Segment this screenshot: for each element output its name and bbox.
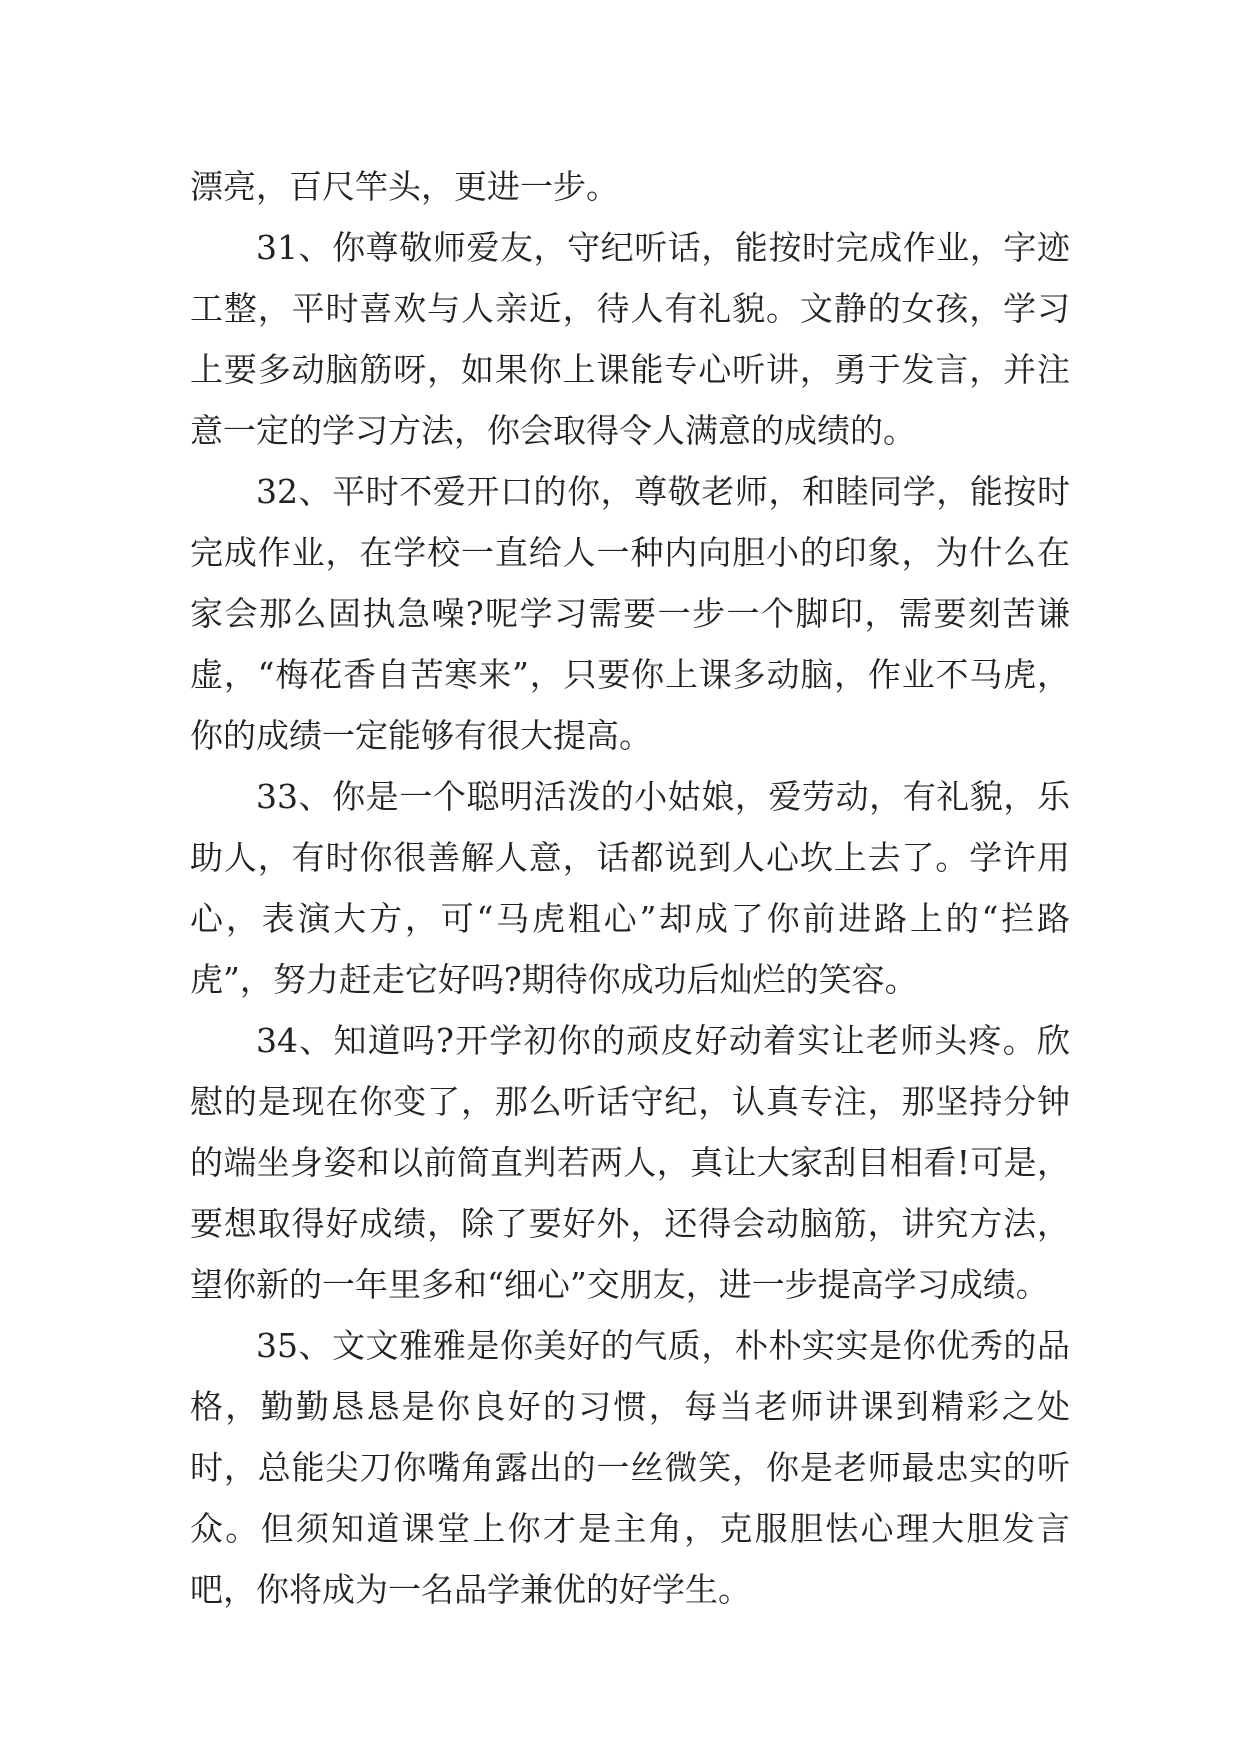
- paragraph-comment-34: 34、知道吗?开学初你的顽皮好动着实让老师头疼。欣慰的是现在你变了，那么听话守纪，认真专注，那坚持分钟的端坐身姿和以前简直判若两人，真让大家刮目相看!可是，要想取得好成绩，除了要好外，还得会动脑筋，讲究方法，望你新的一年里多和“细心”交朋友，进一步提高学习成绩。: [190, 1021, 1070, 1304]
- paragraph-continuation: 漂亮，百尺竿头，更进一步。: [190, 167, 619, 206]
- document-body: [190, 156, 1070, 1620]
- paragraph-comment-32: 32、平时不爱开口的你，尊敬老师，和睦同学，能按时完成作业，在学校一直给人一种内向胆小的印象，为什么在家会那么固执急噪?呢学习需要一步一个脚印，需要刻苦谦虚，“梅花香自苦寒来”，只要你上课多动脑，作业不马虎，你的成绩一定能够有很大提高。: [190, 472, 1070, 755]
- paragraph-comment-35: 35、文文雅雅是你美好的气质，朴朴实实是你优秀的品格，勤勤恳恳是你良好的习惯，每当老师讲课到精彩之处时，总能尖刀你嘴角露出的一丝微笑，你是老师最忠实的听众。但须知道课堂上你才是主角，克服胆怯心理大胆发言吧，你将成为一名品学兼优的好学生。: [190, 1326, 1070, 1609]
- paragraph-comment-31: 31、你尊敬师爱友，守纪听话，能按时完成作业，字迹工整，平时喜欢与人亲近，待人有礼貌。文静的女孩，学习上要多动脑筋呀，如果你上课能专心听讲，勇于发言，并注意一定的学习方法，你会取得令人满意的成绩的。: [190, 228, 1070, 450]
- paragraph-comment-33: 33、你是一个聪明活泼的小姑娘，爱劳动，有礼貌，乐助人，有时你很善解人意，话都说到人心坎上去了。学许用心，表演大方，可“马虎粗心”却成了你前进路上的“拦路虎”，努力赶走它好吗?期待你成功后灿烂的笑容。: [190, 777, 1070, 999]
